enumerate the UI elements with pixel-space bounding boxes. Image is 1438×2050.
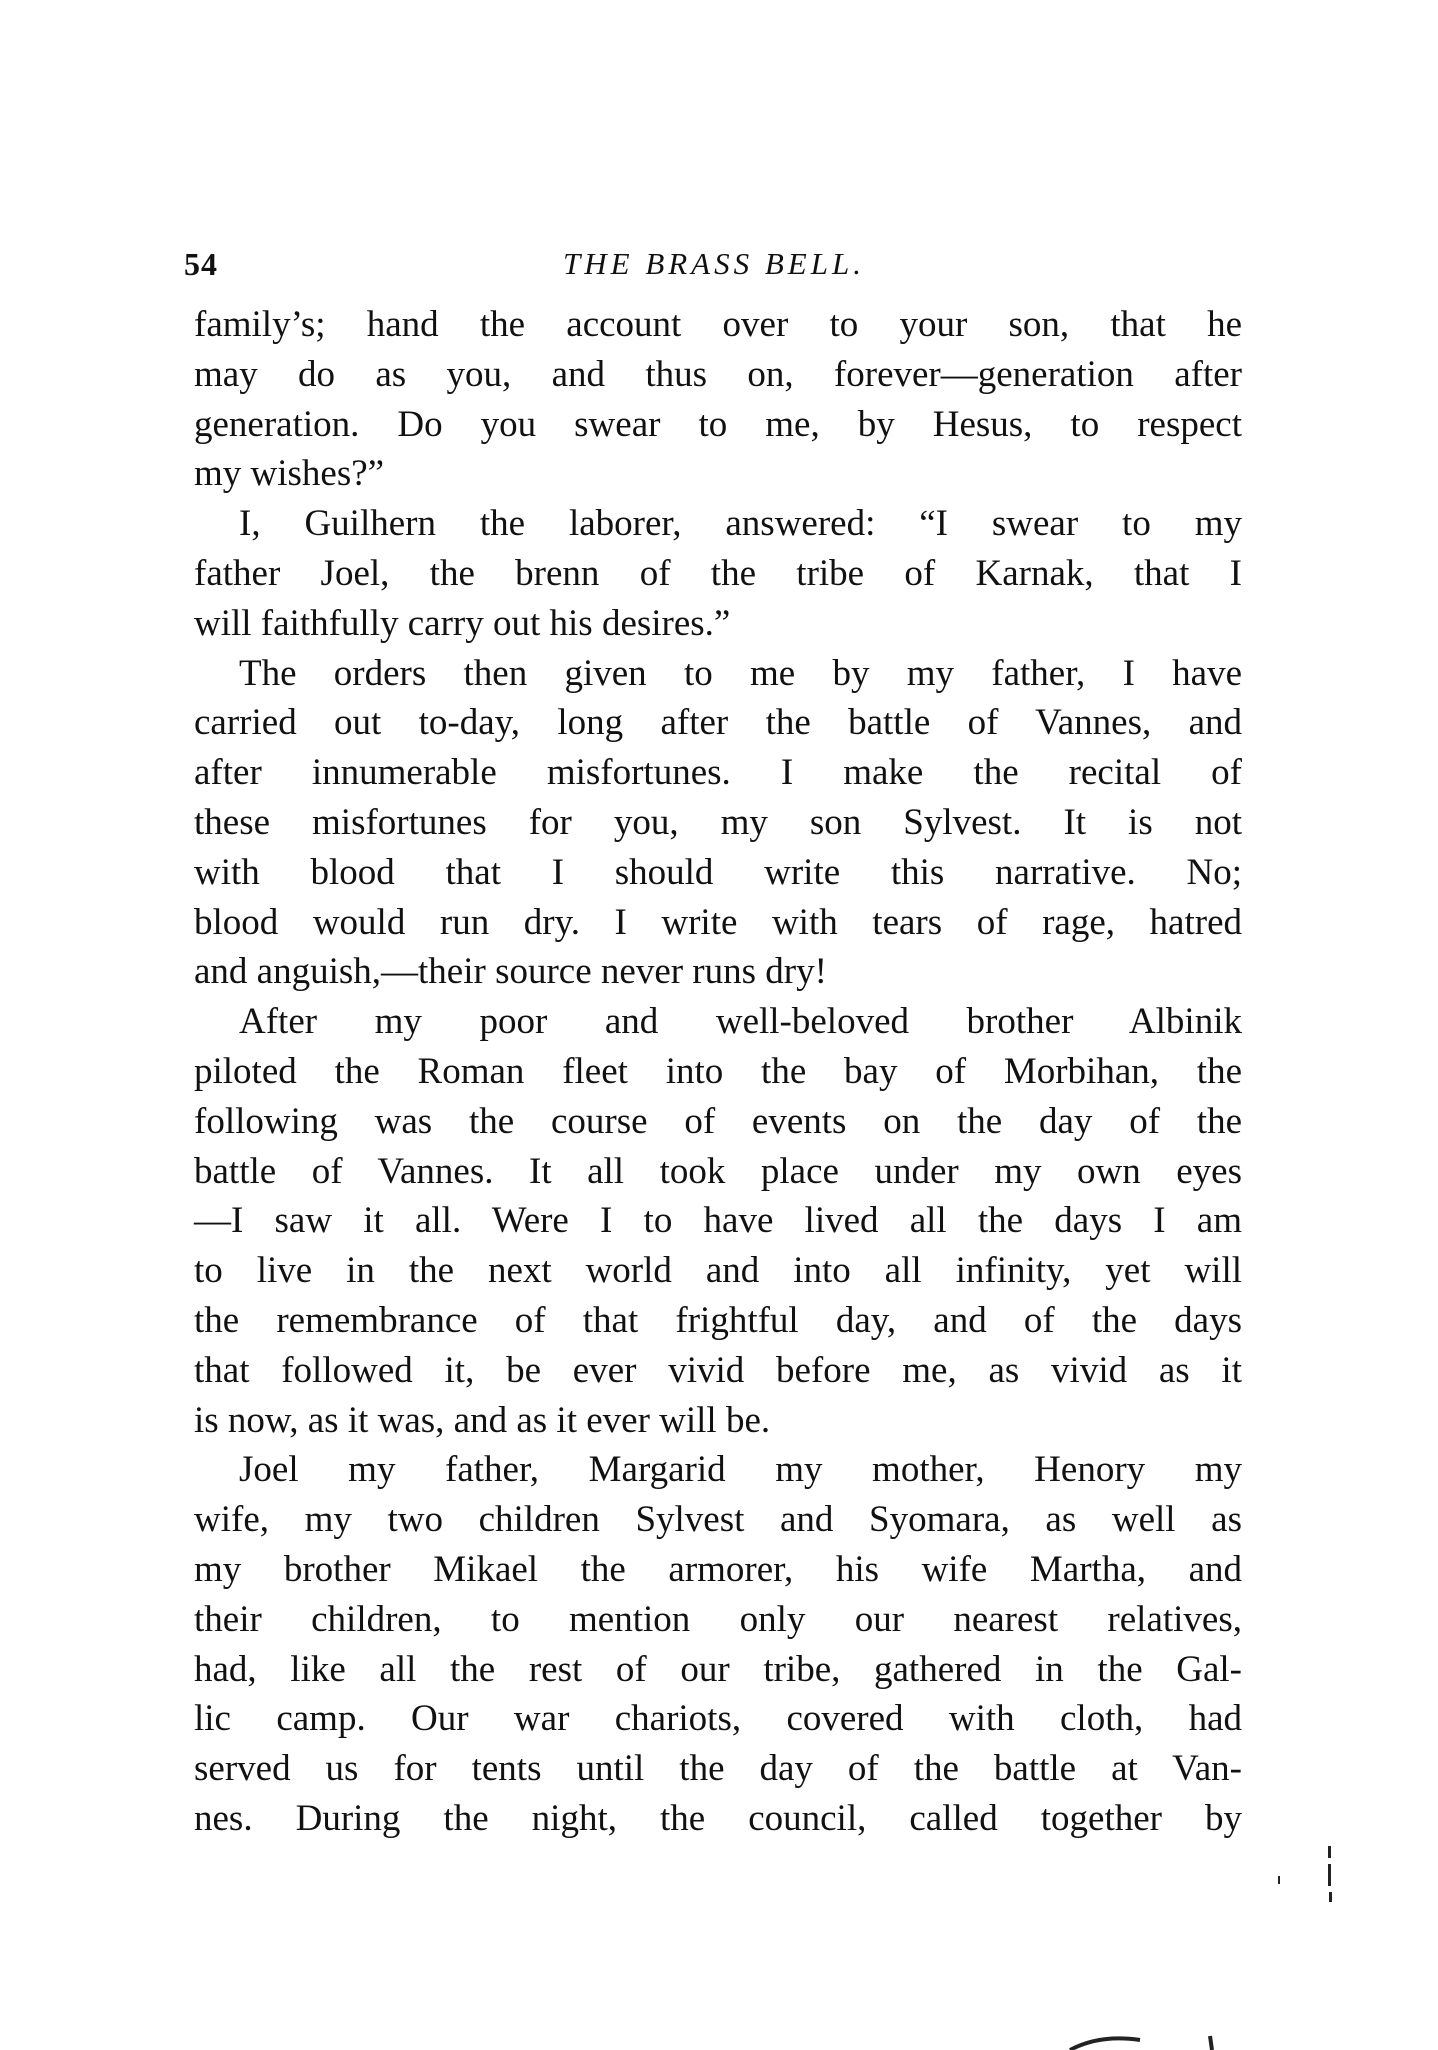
text-line: after innumerable misfortunes. I make the recital of xyxy=(194,752,1242,794)
text-line: is now, as it was, and as it ever will be. xyxy=(194,1399,771,1441)
text-line: the remembrance of that frightful day, and of the days xyxy=(194,1299,1242,1341)
text-line: had, like all the rest of our tribe, gathered in the Gal- xyxy=(194,1648,1242,1690)
text-line: generation. Do you swear to me, by Hesus, to respect xyxy=(194,403,1242,445)
text-line: Joel my father, Margarid my mother, Henory my xyxy=(239,1449,1242,1491)
footer-curve-mark xyxy=(1060,2032,1300,2050)
page-header xyxy=(184,246,1244,286)
text-line: these misfortunes for you, my son Sylvest. It is not xyxy=(194,801,1242,843)
body-text xyxy=(194,300,1242,1844)
text-line: piloted the Roman fleet into the bay of Morbihan, the xyxy=(194,1050,1242,1092)
text-line: father Joel, the brenn of the tribe of Karnak, that I xyxy=(194,552,1242,594)
text-line: may do as you, and thus on, forever—generation after xyxy=(194,353,1242,395)
text-line: to live in the next world and into all infinity, yet will xyxy=(194,1250,1242,1292)
text-line: served us for tents until the day of the battle at Van- xyxy=(194,1748,1242,1790)
text-line: The orders then given to me by my father, I have xyxy=(239,652,1242,694)
text-line: lic camp. Our war chariots, covered with cloth, had xyxy=(194,1698,1242,1740)
text-line: family’s; hand the account over to your son, that he xyxy=(194,304,1242,345)
text-line: blood would run dry. I write with tears of rage, hatred xyxy=(194,901,1242,943)
text-line: carried out to-day, long after the battle of Vannes, and xyxy=(194,702,1242,744)
text-line: I, Guilhern the laborer, answered: “I swear to my xyxy=(239,503,1242,545)
text-line: —I saw it all. Were I to have lived all the days I am xyxy=(194,1200,1242,1242)
text-line: After my poor and well-beloved brother Albinik xyxy=(239,1001,1242,1043)
text-line: their children, to mention only our nearest relatives, xyxy=(194,1598,1242,1640)
text-line: following was the course of events on the day of the xyxy=(194,1100,1242,1142)
running-title: THE BRASS BELL. xyxy=(563,246,865,281)
text-line: wife, my two children Sylvest and Syomara, as well as xyxy=(194,1499,1242,1541)
text-line: and anguish,—their source never runs dry! xyxy=(194,951,827,993)
margin-marks xyxy=(1320,1846,1340,1916)
text-line: with blood that I should write this narrative. No; xyxy=(194,851,1242,893)
text-line: my wishes?” xyxy=(194,453,385,495)
text-line: will faithfully carry out his desires.” xyxy=(194,602,731,644)
text-line: that followed it, be ever vivid before me, as vivid as it xyxy=(194,1349,1242,1391)
text-line: nes. During the night, the council, called together by xyxy=(194,1797,1242,1839)
page-number: 54 xyxy=(184,246,218,282)
text-line: my brother Mikael the armorer, his wife Martha, and xyxy=(194,1548,1242,1590)
text-line: battle of Vannes. It all took place under my own eyes xyxy=(194,1150,1242,1192)
